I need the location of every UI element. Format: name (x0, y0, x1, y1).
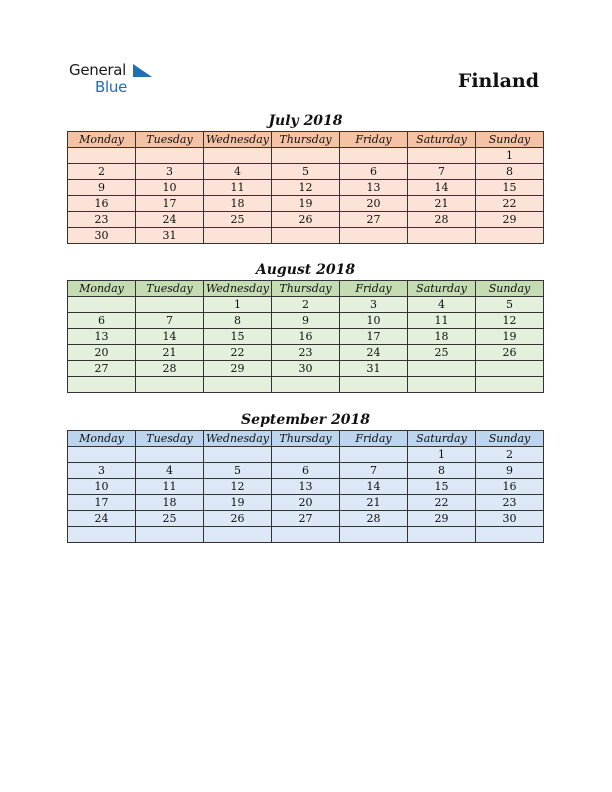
day-cell: 25 (136, 511, 204, 527)
day-cell: 28 (136, 361, 204, 377)
day-cell: 22 (408, 495, 476, 511)
day-cell (68, 148, 136, 164)
day-cell (408, 377, 476, 393)
day-cell: 6 (68, 313, 136, 329)
weekday-header: Friday (340, 132, 408, 148)
week-row (68, 212, 544, 228)
day-cell (340, 148, 408, 164)
weekday-header: Sunday (476, 132, 544, 148)
day-cell: 12 (476, 313, 544, 329)
weekday-header: Saturday (408, 281, 476, 297)
day-cell: 28 (408, 212, 476, 228)
day-cell: 3 (340, 297, 408, 313)
day-cell: 3 (136, 164, 204, 180)
day-cell: 23 (68, 212, 136, 228)
day-cell: 1 (408, 447, 476, 463)
day-cell: 6 (272, 463, 340, 479)
month-calendar-september (67, 410, 544, 543)
day-cell: 31 (136, 228, 204, 244)
day-cell: 12 (272, 180, 340, 196)
day-cell (340, 228, 408, 244)
weekday-header: Monday (68, 132, 136, 148)
week-row (68, 196, 544, 212)
day-cell (136, 377, 204, 393)
day-cell: 12 (204, 479, 272, 495)
day-cell: 7 (408, 164, 476, 180)
day-cell: 16 (272, 329, 340, 345)
day-cell: 5 (476, 297, 544, 313)
day-cell: 8 (408, 463, 476, 479)
week-row (68, 479, 544, 495)
day-cell (272, 447, 340, 463)
brand-logo (69, 61, 179, 97)
day-cell: 9 (68, 180, 136, 196)
week-row (68, 164, 544, 180)
week-row (68, 228, 544, 244)
day-cell: 9 (272, 313, 340, 329)
weekday-header-row (68, 281, 544, 297)
day-cell (136, 527, 204, 543)
day-cell: 26 (272, 212, 340, 228)
country-title: Finland (457, 70, 539, 92)
day-cell (272, 377, 340, 393)
day-cell: 24 (340, 345, 408, 361)
day-cell: 23 (476, 495, 544, 511)
day-cell: 19 (476, 329, 544, 345)
day-cell (340, 447, 408, 463)
week-row (68, 297, 544, 313)
day-cell: 8 (476, 164, 544, 180)
day-cell: 24 (136, 212, 204, 228)
day-cell: 21 (340, 495, 408, 511)
day-cell: 20 (68, 345, 136, 361)
day-cell (408, 527, 476, 543)
day-cell: 29 (408, 511, 476, 527)
day-cell: 15 (476, 180, 544, 196)
week-row (68, 361, 544, 377)
month-title: August 2018 (255, 262, 356, 278)
day-cell: 21 (408, 196, 476, 212)
day-cell: 5 (272, 164, 340, 180)
day-cell (408, 148, 476, 164)
day-cell: 6 (340, 164, 408, 180)
day-cell: 18 (136, 495, 204, 511)
weekday-header: Wednesday (204, 281, 272, 297)
day-cell (476, 361, 544, 377)
day-cell (476, 527, 544, 543)
weekday-header: Monday (68, 281, 136, 297)
flag-triangle-icon (133, 64, 153, 78)
weekday-header-row (68, 431, 544, 447)
day-cell: 14 (340, 479, 408, 495)
day-cell: 2 (68, 164, 136, 180)
day-cell: 18 (204, 196, 272, 212)
day-cell: 21 (136, 345, 204, 361)
week-row (68, 377, 544, 393)
day-cell (408, 228, 476, 244)
day-cell: 15 (408, 479, 476, 495)
day-cell (136, 148, 204, 164)
week-row (68, 463, 544, 479)
day-cell (136, 297, 204, 313)
day-cell: 13 (272, 479, 340, 495)
day-cell: 25 (204, 212, 272, 228)
weekday-header: Thursday (272, 431, 340, 447)
day-cell: 20 (340, 196, 408, 212)
day-cell: 1 (476, 148, 544, 164)
weekday-header: Thursday (272, 132, 340, 148)
logo-text-general: General (69, 61, 127, 79)
day-cell: 28 (340, 511, 408, 527)
day-cell: 27 (272, 511, 340, 527)
week-row (68, 527, 544, 543)
month-calendar-august (67, 260, 544, 393)
day-cell (204, 377, 272, 393)
weekday-header: Saturday (408, 132, 476, 148)
day-cell: 19 (272, 196, 340, 212)
day-cell (408, 361, 476, 377)
day-cell: 2 (476, 447, 544, 463)
day-cell: 1 (204, 297, 272, 313)
day-cell: 22 (204, 345, 272, 361)
day-cell: 25 (408, 345, 476, 361)
weekday-header: Monday (68, 431, 136, 447)
day-cell: 30 (476, 511, 544, 527)
day-cell: 13 (68, 329, 136, 345)
day-cell (272, 527, 340, 543)
week-row (68, 495, 544, 511)
day-cell: 17 (340, 329, 408, 345)
day-cell: 14 (408, 180, 476, 196)
weekday-header: Friday (340, 281, 408, 297)
day-cell: 27 (68, 361, 136, 377)
day-cell: 30 (272, 361, 340, 377)
day-cell (340, 377, 408, 393)
day-cell (68, 297, 136, 313)
day-cell (68, 447, 136, 463)
weekday-header: Saturday (408, 431, 476, 447)
week-row (68, 447, 544, 463)
weekday-header: Wednesday (204, 132, 272, 148)
day-cell: 14 (136, 329, 204, 345)
day-cell: 22 (476, 196, 544, 212)
day-cell (272, 228, 340, 244)
day-cell (204, 447, 272, 463)
calendar-table (67, 280, 544, 393)
week-row (68, 313, 544, 329)
week-row (68, 345, 544, 361)
day-cell: 23 (272, 345, 340, 361)
day-cell: 11 (136, 479, 204, 495)
weekday-header: Wednesday (204, 431, 272, 447)
calendar-table (67, 430, 544, 543)
day-cell: 5 (204, 463, 272, 479)
month-title: July 2018 (268, 113, 343, 129)
day-cell: 18 (408, 329, 476, 345)
day-cell: 10 (68, 479, 136, 495)
day-cell (476, 377, 544, 393)
weekday-header: Tuesday (136, 281, 204, 297)
day-cell: 3 (68, 463, 136, 479)
day-cell (272, 148, 340, 164)
day-cell: 10 (136, 180, 204, 196)
day-cell: 29 (204, 361, 272, 377)
day-cell: 4 (408, 297, 476, 313)
day-cell: 31 (340, 361, 408, 377)
day-cell: 24 (68, 511, 136, 527)
day-cell: 4 (204, 164, 272, 180)
day-cell: 13 (340, 180, 408, 196)
month-calendar-july (67, 111, 544, 244)
day-cell: 26 (204, 511, 272, 527)
day-cell: 30 (68, 228, 136, 244)
day-cell (68, 527, 136, 543)
day-cell (68, 377, 136, 393)
day-cell: 20 (272, 495, 340, 511)
day-cell (476, 228, 544, 244)
day-cell (204, 148, 272, 164)
day-cell (136, 447, 204, 463)
day-cell: 16 (476, 479, 544, 495)
day-cell: 9 (476, 463, 544, 479)
day-cell: 2 (272, 297, 340, 313)
day-cell: 29 (476, 212, 544, 228)
calendar-table (67, 131, 544, 244)
week-row (68, 511, 544, 527)
weekday-header-row (68, 132, 544, 148)
month-title: September 2018 (241, 412, 370, 428)
week-row (68, 180, 544, 196)
day-cell: 7 (340, 463, 408, 479)
day-cell: 19 (204, 495, 272, 511)
day-cell (204, 228, 272, 244)
day-cell (340, 527, 408, 543)
day-cell: 8 (204, 313, 272, 329)
weekday-header: Sunday (476, 431, 544, 447)
weekday-header: Tuesday (136, 431, 204, 447)
day-cell: 17 (68, 495, 136, 511)
day-cell: 7 (136, 313, 204, 329)
weekday-header: Tuesday (136, 132, 204, 148)
day-cell: 17 (136, 196, 204, 212)
day-cell (204, 527, 272, 543)
weekday-header: Thursday (272, 281, 340, 297)
day-cell: 11 (204, 180, 272, 196)
day-cell: 15 (204, 329, 272, 345)
week-row (68, 329, 544, 345)
week-row (68, 148, 544, 164)
weekday-header: Friday (340, 431, 408, 447)
day-cell: 11 (408, 313, 476, 329)
day-cell: 10 (340, 313, 408, 329)
day-cell: 27 (340, 212, 408, 228)
day-cell: 16 (68, 196, 136, 212)
weekday-header: Sunday (476, 281, 544, 297)
day-cell: 4 (136, 463, 204, 479)
day-cell: 26 (476, 345, 544, 361)
logo-text-blue: Blue (95, 78, 127, 96)
